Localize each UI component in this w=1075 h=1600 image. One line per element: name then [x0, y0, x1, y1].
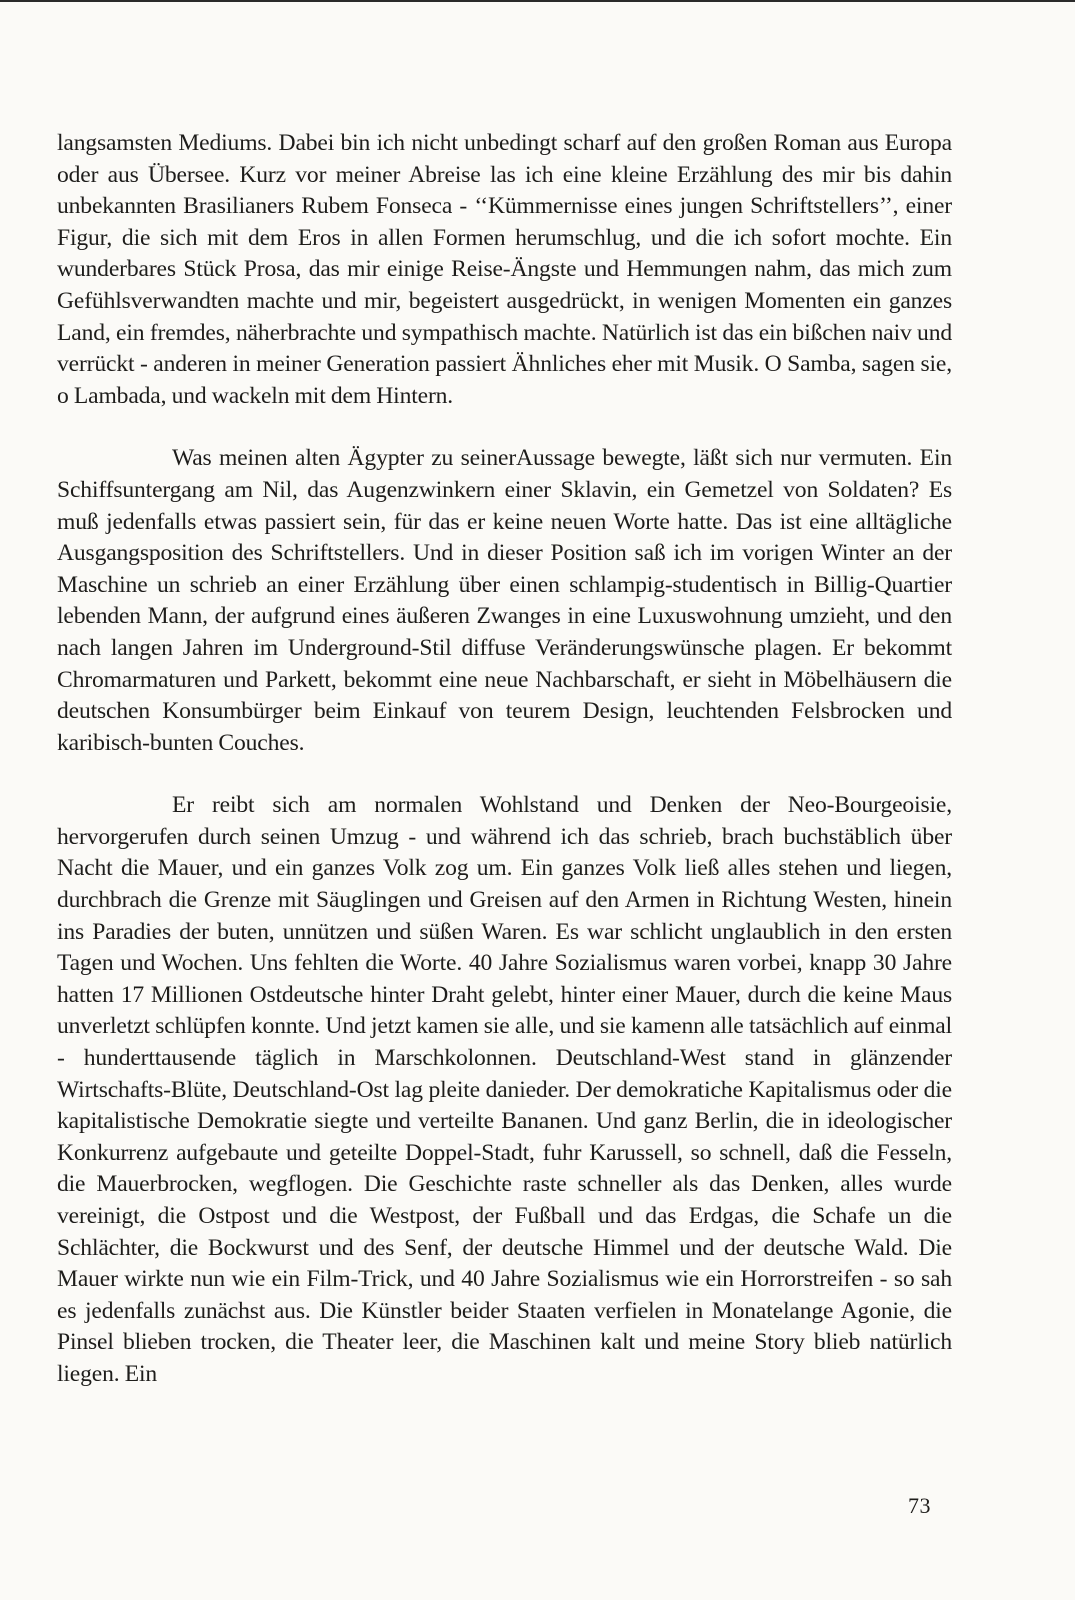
- paragraph-gap: [57, 759, 952, 790]
- paragraph-3: Er reibt sich am normalen Wohlstand und Denken der Neo-Bourgeoisie, hervorgerufen durch seinen Umzug - und während ich das schrieb, brach buchstäblich über Nacht die Mauer, und ein ganzes Volk zog um. Ein ganzes Volk ließ alles stehen und liegen, durchbrach die Grenze mit Säuglingen und Greisen auf den Armen in Richtung Westen, hinein ins Paradies der buten, unnützen und süßen Waren. Es war schlicht unglaublich in den ersten Tagen und Wochen. Uns fehlten die Worte. 40 Jahre Sozialismus waren vorbei, knapp 30 Jahre hatten 17 Millionen Ostdeutsche hinter Draht gelebt, hinter einer Mauer, durch die keine Maus unverletzt schlüpfen konnte. Und jetzt kamen sie alle, und sie kamenn alle tatsächlich auf einmal - hunderttausende täglich in Marschkolonnen. Deutschland-West stand in glänzender Wirtschafts-Blüte, Deutschland-Ost lag pleite danieder. Der demokratiche Kapitalismus oder die kapitalistische Demokratie siegte und verteilte Bananen. Und ganz Berlin, die in ideologischer Konkurrenz aufgebaute und geteilte Doppel-Stadt, fuhr Karussell, so schnell, daß die Fesseln, die Mauerbrocken, wegflogen. Die Geschichte raste schneller als das Denken, alles wurde vereinigt, die Ostpost und die Westpost, der Fußball und das Erdgas, die Schafe un die Schlächter, die Bockwurst und des Senf, der deutsche Himmel und der deutsche Wald. Die Mauer wirkte nun wie ein Film-Trick, und 40 Jahre Sozialismus wie ein Horrorstreifen - so sah es jedenfalls zunächst aus. Die Künstler beider Staaten verfielen in Monatelange Agonie, die Pinsel blieben trocken, die Theater leer, die Maschinen kalt und meine Story blieb natürlich liegen. Ein: [57, 792, 952, 1387]
- page-number: 73: [908, 1493, 931, 1518]
- page-body: [57, 128, 952, 1391]
- paragraph-2: Was meinen alten Ägypter zu seinerAussage bewegte, läßt sich nur vermuten. Ein Schiffsuntergang am Nil, das Augenzwinkern einer Sklavin, ein Gemetzel von Soldaten? Es muß jedenfalls etwas passiert sein, für das er keine neuen Worte hatte. Das ist eine alltägliche Ausgangsposition des Schriftstellers. Und in dieser Position saß ich im vorigen Winter an der Maschine un schrieb an einer Erzählung über einen schlampig-studentisch in Billig-Quartier lebenden Mann, der aufgrund eines äußeren Zwanges in eine Luxuswohnung umzieht, und den nach langen Jahren im Underground-Stil diffuse Veränderungswünsche plagen. Er bekommt Chromarmaturen und Parkett, bekommt eine neue Nachbarschaft, er sieht in Möbelhäusern die deutschen Konsumbürger beim Einkauf von teurem Design, leuchtenden Felsbrocken und karibisch-bunten Couches.: [57, 445, 952, 756]
- paragraph-gap: [57, 412, 952, 443]
- top-rule: [0, 0, 1075, 2]
- paragraph-1: langsamsten Mediums. Dabei bin ich nicht unbedingt scharf auf den großen Roman aus Europa oder aus Übersee. Kurz vor meiner Abreise las ich eine kleine Erzählung des mir bis dahin unbekannten Brasilianers Rubem Fonseca - ‘‘Kümmernisse eines jungen Schriftstellers’’, einer Figur, die sich mit dem Eros in allen Formen herumschlug, und die ich sofort mochte. Ein wunderbares Stück Prosa, das mir einige Reise-Ängste und Hemmungen nahm, das mich zum Gefühlsverwandten machte und mir, begeistert ausgedrückt, in wenigen Momenten ein ganzes Land, ein fremdes, näherbrachte und sympathisch machte. Natürlich ist das ein bißchen naiv und verrückt - anderen in meiner Generation passiert Ähnliches eher mit Musik. O Samba, sagen sie, o Lambada, und wackeln mit dem Hintern.: [57, 130, 952, 409]
